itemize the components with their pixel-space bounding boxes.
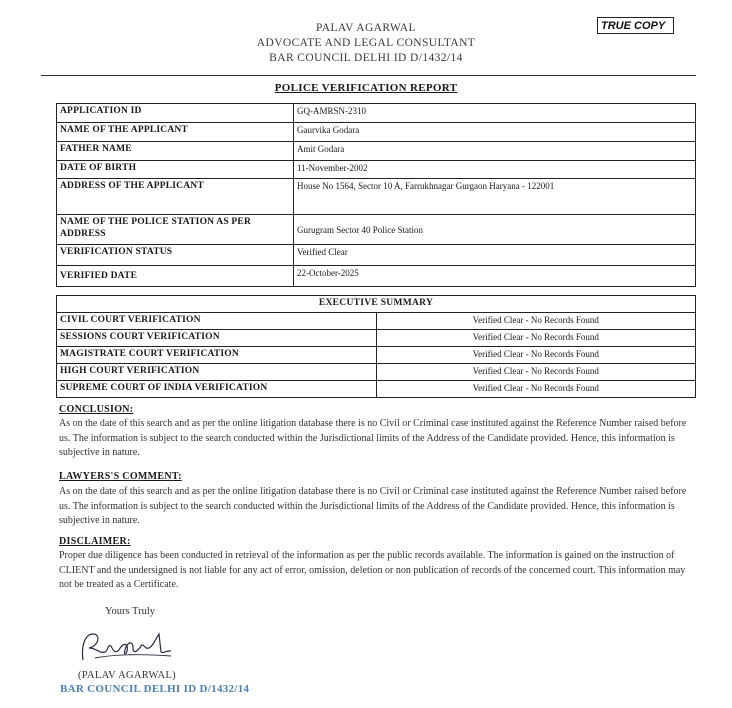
table-header-row: [57, 296, 696, 313]
applicant-details-table: [56, 103, 696, 287]
report-title: POLICE VERIFICATION REPORT: [274, 82, 458, 94]
court-status: Verified Clear - No Records Found: [376, 381, 696, 398]
table-row: [57, 245, 696, 266]
details-label: VERIFIED DATE: [57, 266, 294, 287]
handwritten-signature: [75, 624, 175, 668]
details-label: VERIFICATION STATUS: [57, 245, 294, 266]
court-label: MAGISTRATE COURT VERIFICATION: [57, 347, 377, 364]
executive-summary-heading: EXECUTIVE SUMMARY: [57, 296, 696, 313]
details-value: Gurugram Sector 40 Police Station: [294, 215, 696, 245]
letterhead-title: ADVOCATE AND LEGAL CONSULTANT: [256, 37, 476, 49]
table-row: [57, 215, 696, 245]
details-label: ADDRESS OF THE APPLICANT: [57, 179, 294, 215]
letterhead-name: PALAV AGARWAL: [316, 22, 416, 34]
table-row: [57, 381, 696, 398]
lawyers-comment-text: As on the date of this search and as per the online litigation database there is no Civil or Criminal case instituted against the Reference Number raised before us. The information is subject to the search conducted within the Jurisdictional limits of the Address of the Candidate provided. Hence, this information is subjective in nature.: [59, 486, 687, 526]
details-value: Amit Godara: [294, 142, 696, 161]
table-row: [57, 330, 696, 347]
court-label: HIGH COURT VERIFICATION: [57, 364, 377, 381]
details-label: APPLICATION ID: [57, 104, 294, 123]
details-label: NAME OF THE APPLICANT: [57, 123, 294, 142]
details-label: DATE OF BIRTH: [57, 161, 294, 179]
table-row: [57, 123, 696, 142]
header-divider: [41, 75, 696, 76]
court-label: SUPREME COURT OF INDIA VERIFICATION: [57, 381, 377, 398]
signatory-bar-id: BAR COUNCIL DELHI ID D/1432/14: [60, 683, 250, 695]
table-row: [57, 364, 696, 381]
court-label: SESSIONS COURT VERIFICATION: [57, 330, 377, 347]
table-row: [57, 313, 696, 330]
true-copy-stamp: TRUE COPY: [597, 17, 674, 34]
court-status: Verified Clear - No Records Found: [376, 313, 696, 330]
court-status: Verified Clear - No Records Found: [376, 364, 696, 381]
table-row: [57, 179, 696, 215]
table-row: [57, 104, 696, 123]
table-row: [57, 266, 696, 287]
details-label: NAME OF THE POLICE STATION AS PER ADDRESS: [57, 215, 294, 245]
details-label: FATHER NAME: [57, 142, 294, 161]
closing-salutation: Yours Truly: [105, 606, 156, 617]
lawyers-comment-heading: LAWYERS'S COMMENT:: [59, 471, 182, 482]
details-value: 22-October-2025: [294, 266, 696, 287]
details-value: Verified Clear: [294, 245, 696, 266]
disclaimer-heading: DISCLAIMER:: [59, 536, 131, 547]
details-value: Gaurvika Godara: [294, 123, 696, 142]
details-value: House No 1564, Sector 10 A, Farrukhnagar Gurgaon Haryana - 122001: [294, 179, 696, 215]
signatory-name: (PALAV AGARWAL): [78, 670, 176, 681]
details-value: 11-November-2002: [294, 161, 696, 179]
table-row: [57, 347, 696, 364]
disclaimer-text: Proper due diligence has been conducted in retrieval of the information as per the public records available. The information is gained on the instruction of CLIENT and the undersigned is not liable for any act of error, omission, deletion or non publication of records of the concerned court. This information may not be treated as a Certificate.: [59, 550, 686, 590]
court-status: Verified Clear - No Records Found: [376, 347, 696, 364]
table-row: [57, 142, 696, 161]
table-row: [57, 161, 696, 179]
court-status: Verified Clear - No Records Found: [376, 330, 696, 347]
details-value: GQ-AMRSN-2310: [294, 104, 696, 123]
court-label: CIVIL COURT VERIFICATION: [57, 313, 377, 330]
letterhead-bar-id: BAR COUNCIL DELHI ID D/1432/14: [269, 52, 463, 64]
executive-summary-table: [56, 295, 696, 398]
conclusion-heading: CONCLUSION:: [59, 404, 134, 415]
conclusion-text: As on the date of this search and as per the online litigation database there is no Civil or Criminal case instituted against the Reference Number raised before us. The information is subject to the search conducted within the Jurisdictional limits of the Address of the Candidate provided. Hence, this information is subjective in nature.: [59, 418, 687, 458]
